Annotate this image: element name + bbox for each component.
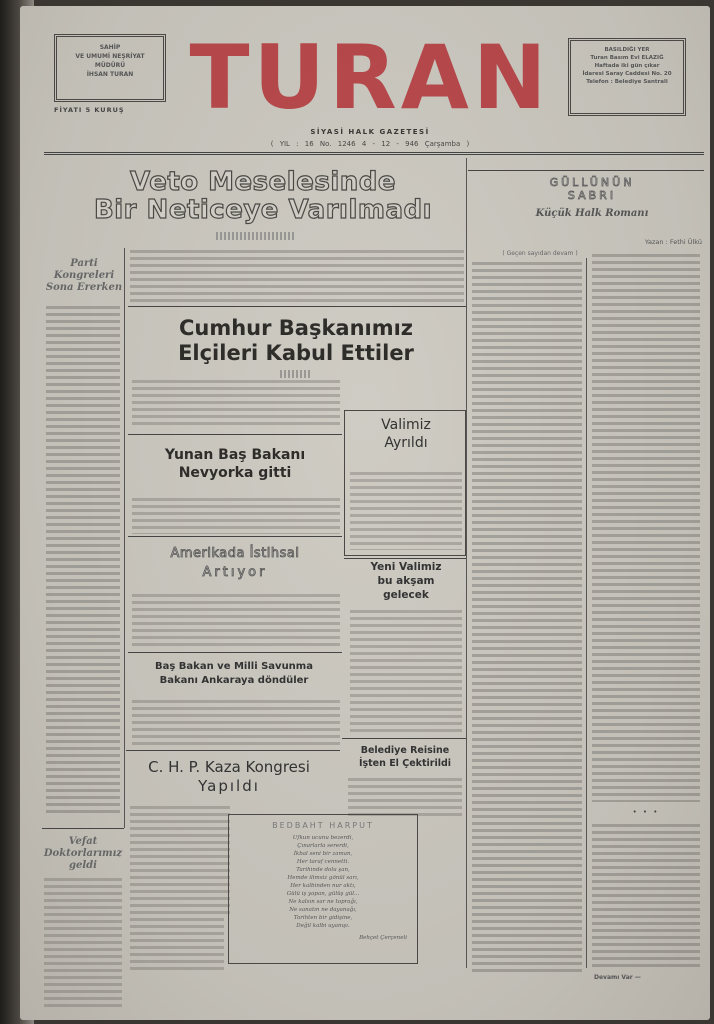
newspaper-title: TURAN bbox=[189, 26, 551, 129]
issue-date: 4 - 12 - 946 Çarşamba bbox=[361, 140, 461, 148]
headline-line: Artıyor bbox=[202, 565, 268, 580]
serial-subtitle: Küçük Halk Romanı bbox=[535, 208, 649, 219]
kicker-line: Kongreleri bbox=[53, 270, 115, 281]
headline-line: Belediye Reisine bbox=[360, 745, 450, 756]
article-body-text bbox=[350, 472, 462, 550]
section-rule bbox=[342, 738, 466, 739]
issue-close: ) bbox=[466, 140, 470, 148]
kicker-line: Sona Ererken bbox=[45, 282, 123, 293]
headline-line: Amerikada İstihsal bbox=[170, 546, 300, 561]
owner-line: VE UMUMİ NEŞRİYAT bbox=[75, 53, 145, 60]
parti-kicker bbox=[44, 258, 124, 294]
issue-info bbox=[220, 140, 520, 148]
yunan-headline bbox=[130, 446, 340, 482]
basbakan-headline bbox=[128, 660, 340, 688]
headline-line: Baş Bakan ve Milli Savunma bbox=[155, 661, 313, 672]
article-body-text bbox=[132, 498, 340, 534]
poem-line: Her kalbinden nur aktı, bbox=[290, 883, 356, 889]
cumhur-headline bbox=[128, 316, 464, 366]
headline-line: Ayrıldı bbox=[384, 435, 428, 451]
headline-line: bu akşam bbox=[377, 575, 435, 587]
printing-line: Telefon : Belediye Santrali bbox=[586, 79, 668, 85]
masthead-rule bbox=[44, 154, 704, 155]
article-body-text bbox=[44, 878, 122, 1008]
article-body-text bbox=[130, 806, 230, 916]
kicker-line: Vefat bbox=[68, 836, 98, 847]
serial-body-text bbox=[592, 824, 700, 970]
headline-line: gelecek bbox=[383, 589, 429, 601]
valimiz-headline bbox=[346, 416, 466, 452]
poem-line: İkbal seni bir zaman, bbox=[293, 851, 353, 857]
ornament-divider bbox=[216, 232, 296, 240]
serial-title bbox=[482, 176, 702, 202]
headline-line: Bakanı Ankaraya döndüler bbox=[159, 675, 309, 686]
owner-box bbox=[54, 34, 166, 102]
article-body-text bbox=[132, 594, 340, 646]
serial-separator: • • • bbox=[632, 808, 660, 816]
masthead-rule bbox=[44, 152, 704, 153]
ornament-divider bbox=[280, 370, 310, 378]
printing-line: İdaresi Saray Caddesi No. 20 bbox=[582, 71, 672, 77]
headline-line: Yeni Valimiz bbox=[370, 561, 442, 573]
headline-line: Valimiz bbox=[381, 417, 431, 433]
serial-author: Yazan : Fethi Ülkü bbox=[644, 238, 702, 246]
poem-title: BEDBAHT HARPUT bbox=[272, 821, 374, 830]
owner-line: MÜDÜRÜ bbox=[94, 62, 126, 69]
serial-body-text bbox=[592, 254, 700, 802]
printing-line: Turan Basım Evi ELAZIĞ bbox=[590, 55, 664, 61]
printing-box bbox=[568, 38, 686, 116]
poem-line: Değil kalbi uyanışı. bbox=[296, 923, 350, 929]
owner-line: İHSAN TURAN bbox=[86, 71, 134, 78]
poem-line: Çınarlarla sererdi, bbox=[297, 843, 349, 849]
newspaper-subtitle: SİYASİ HALK GAZETESİ bbox=[310, 128, 430, 136]
poem-line: Gülü iş yapan, gülüş gül... bbox=[286, 891, 360, 897]
headline-line: Nevyorka gitti bbox=[178, 465, 292, 481]
section-rule bbox=[42, 828, 124, 829]
lead-headline-line: Veto Meselesinde bbox=[130, 167, 396, 197]
section-rule bbox=[468, 170, 704, 171]
poem-line: Ne kalsın sar ne toprağı, bbox=[288, 899, 358, 905]
section-rule bbox=[128, 434, 342, 435]
column-rule bbox=[124, 248, 125, 828]
serial-body-text bbox=[472, 262, 582, 974]
headline-line: Yapıldı bbox=[198, 777, 260, 795]
section-rule bbox=[128, 652, 342, 653]
article-body-text bbox=[132, 380, 340, 428]
column-rule bbox=[586, 258, 587, 968]
serial-continues: Devamı Var — bbox=[594, 974, 641, 981]
lead-headline-line: Bir Neticeye Varılmadı bbox=[93, 195, 433, 225]
price-label: FİYATI 5 KURUŞ bbox=[54, 106, 125, 114]
issue-number: No. 1246 bbox=[319, 140, 356, 148]
poem-line: Tarihten bir gidişine, bbox=[293, 915, 353, 921]
vefat-kicker bbox=[42, 836, 124, 872]
poem-box bbox=[228, 814, 418, 964]
kicker-line: Doktorlarımız bbox=[43, 848, 123, 859]
printing-line: BASILDIĞI YER bbox=[604, 47, 650, 53]
article-body-text bbox=[130, 918, 224, 970]
headline-line: Yunan Baş Bakanı bbox=[164, 447, 306, 463]
poem-signature: Behçet Çerçeneli bbox=[359, 935, 407, 941]
printing-line: Haftada iki gün çıkar bbox=[594, 63, 660, 69]
article-body-text bbox=[350, 610, 462, 734]
article-body-text bbox=[130, 250, 464, 304]
poem-line: Ne sanatın ne dayanağı, bbox=[289, 907, 357, 913]
section-rule bbox=[344, 558, 466, 559]
amerika-headline bbox=[130, 544, 340, 582]
headline-line: İşten El Çektirildi bbox=[358, 758, 452, 769]
chp-headline bbox=[124, 758, 334, 796]
poem-line: Her taraf cennetti. bbox=[296, 859, 350, 865]
kicker-line: geldi bbox=[69, 860, 97, 871]
column-rule bbox=[466, 158, 467, 968]
headline-line: C. H. P. Kaza Kongresi bbox=[148, 758, 310, 776]
headline-line: Elçileri Kabul Ettiler bbox=[178, 341, 414, 365]
belediye-headline bbox=[342, 744, 468, 770]
section-rule bbox=[128, 536, 342, 537]
poem-line: Tarihinde dolu şan, bbox=[296, 867, 350, 873]
article-body-text bbox=[46, 306, 120, 816]
article-body-text bbox=[132, 700, 340, 746]
kicker-line: Parti bbox=[70, 258, 98, 269]
headline-line: Cumhur Başkanımız bbox=[178, 316, 414, 340]
poem-line: Ufkun ucunu bezerdi, bbox=[292, 835, 354, 841]
section-rule bbox=[128, 306, 466, 307]
section-rule bbox=[126, 750, 340, 751]
owner-line: SAHİP bbox=[99, 44, 121, 51]
issue-year: ( YIL : 16 bbox=[270, 140, 314, 148]
yeni-valimiz-headline bbox=[346, 560, 466, 602]
poem-line: Hemde ilimsiz gönül sarı, bbox=[287, 875, 359, 881]
serial-title-line: SABRI bbox=[567, 189, 617, 202]
serial-episode-note: ( Geçen sayıdan devam ) bbox=[502, 250, 578, 257]
newspaper-page bbox=[20, 6, 710, 1020]
serial-title-line: GÜLLÜNÜN bbox=[549, 176, 635, 189]
lead-headline bbox=[48, 168, 478, 224]
article-body-text bbox=[348, 778, 462, 816]
